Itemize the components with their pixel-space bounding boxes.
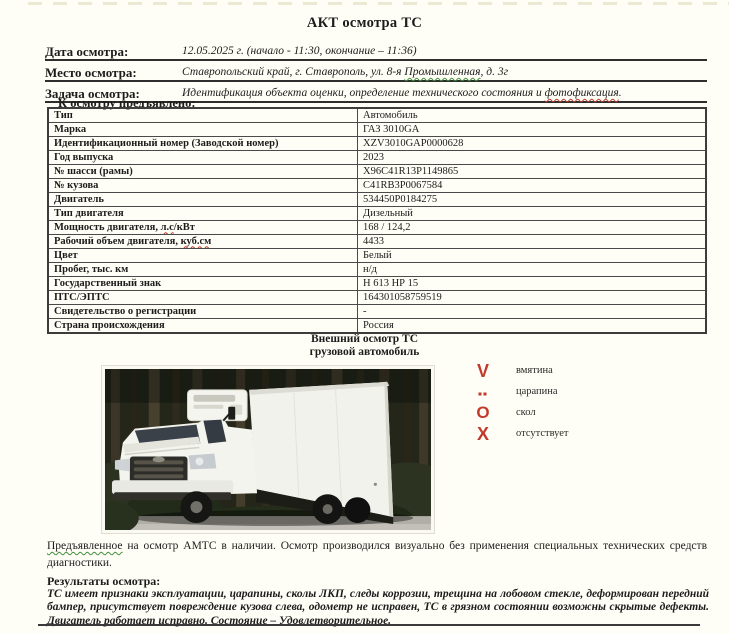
table-row-label: Свидетельство о регистрации	[48, 305, 358, 319]
legend-item-label: скол	[516, 407, 536, 418]
table-row-label: Тип двигателя	[48, 207, 358, 221]
table-row-value: 534450P0184275	[358, 193, 707, 207]
table-row	[48, 305, 706, 319]
table-row-value: Автомобиль	[358, 108, 707, 123]
table-row	[48, 319, 706, 334]
vehicle-photo	[101, 365, 435, 534]
page-top-dashed-line	[28, 2, 729, 5]
table-row	[48, 249, 706, 263]
results-text: ТС имеет признаки эксплуатации, царапины, сколы ЛКП, следы коррозии, трещина на лобовом стекле, деформирован передний бампер, присутствует повреждение кузова слева, одометр не исправен, ТС в грязном состоянии возможны скрытые дефекты. Двигатель работает исправно. Состояние – Удовлетворительное.	[47, 588, 709, 627]
document-title: АКТ осмотра ТС	[306, 15, 423, 31]
table-row	[48, 221, 706, 235]
table-row	[48, 291, 706, 305]
table-row	[48, 137, 706, 151]
meta-row-label: Место осмотра:	[45, 65, 137, 80]
meta-row	[45, 61, 707, 82]
table-row-label: Мощность двигателя, л.с/кВт	[48, 221, 358, 235]
table-row-value: н/д	[358, 263, 707, 277]
table-row	[48, 207, 706, 221]
meta-row-value: 12.05.2025 г. (начало - 11:30, окончание – 11:36)	[182, 45, 417, 57]
table-row-value: Россия	[358, 319, 707, 334]
legend-item-label: вмятина	[516, 365, 553, 376]
table-row	[48, 151, 706, 165]
table-row	[48, 193, 706, 207]
table-row-label: № кузова	[48, 179, 358, 193]
table-row-value: Дизельный	[358, 207, 707, 221]
table-row-label: Тип	[48, 108, 358, 123]
table-row	[48, 123, 706, 137]
meta-row	[45, 40, 707, 61]
vehicle-data-table	[47, 107, 707, 334]
table-row-label: Год выпуска	[48, 151, 358, 165]
presented-for-inspection-heading: К осмотру предъявлено:	[58, 96, 196, 110]
table-row-value: 4433	[358, 235, 707, 249]
table-row-value: -	[358, 305, 707, 319]
table-row-value: X96C41R13P1149865	[358, 165, 707, 179]
legend-item-label: отсутствует	[516, 428, 569, 439]
table-row-label: Марка	[48, 123, 358, 137]
table-row-label: Двигатель	[48, 193, 358, 207]
meta-row-value: Идентификация объекта оценки, определение технического состояния и фотофиксация.	[182, 87, 622, 99]
results-heading: Результаты осмотра:	[47, 574, 161, 588]
meta-row-label: Дата осмотра:	[45, 44, 129, 59]
meta-row-label: Задача осмотра:	[45, 86, 140, 101]
table-row	[48, 108, 706, 123]
table-row-value: 164301058759519	[358, 291, 707, 305]
table-row-label: № шасси (рамы)	[48, 165, 358, 179]
table-row	[48, 277, 706, 291]
visual-inspection-heading	[0, 333, 729, 359]
table-row-value: 168 / 124,2	[358, 221, 707, 235]
table-row-label: Пробег, тыс. км	[48, 263, 358, 277]
visual-inspection-heading-line1: Внешний осмотр ТС	[310, 333, 419, 345]
table-row-label: Страна происхождения	[48, 319, 358, 334]
table-row	[48, 179, 706, 193]
table-row-value: Н 613 НР 15	[358, 277, 707, 291]
table-row-label: Рабочий объем двигателя, куб.см	[48, 235, 358, 249]
inspection-meta	[45, 40, 707, 103]
meta-row-value: Ставропольский край, г. Ставрополь, ул. 8-я Промышленная, д. 3г	[182, 66, 509, 78]
legend-item	[468, 424, 638, 443]
damage-symbol-icon: --	[478, 376, 488, 407]
table-row	[48, 263, 706, 277]
table-row-value: XZV3010GAP0000628	[358, 137, 707, 151]
table-row-value: C41RB3P0067584	[358, 179, 707, 193]
table-row-label: ПТС/ЭПТС	[48, 291, 358, 305]
damage-symbol-icon: V	[476, 360, 489, 381]
table-row-value: ГАЗ 3010GA	[358, 123, 707, 137]
damage-legend	[468, 361, 638, 443]
table-row-value: 2023	[358, 151, 707, 165]
table-row	[48, 235, 706, 249]
presence-note: Предъявленное на осмотр АМТС в наличии. Осмотр производился визуально без применения специальных технических средств диагностики.	[47, 540, 707, 569]
table-row-value: Белый	[358, 249, 707, 263]
damage-symbol-icon: O	[476, 402, 490, 422]
table-row	[48, 165, 706, 179]
visual-inspection-heading-line2: грузовой автомобиль	[309, 346, 420, 358]
truck-photo-illustration	[105, 369, 431, 530]
damage-symbol-icon: X	[476, 423, 489, 444]
legend-item-label: царапина	[516, 386, 558, 397]
table-row-label: Государственный знак	[48, 277, 358, 291]
bottom-rule	[38, 624, 700, 626]
legend-item	[468, 376, 638, 407]
table-row-label: Цвет	[48, 249, 358, 263]
table-row-label: Идентификационный номер (Заводской номер)	[48, 137, 358, 151]
